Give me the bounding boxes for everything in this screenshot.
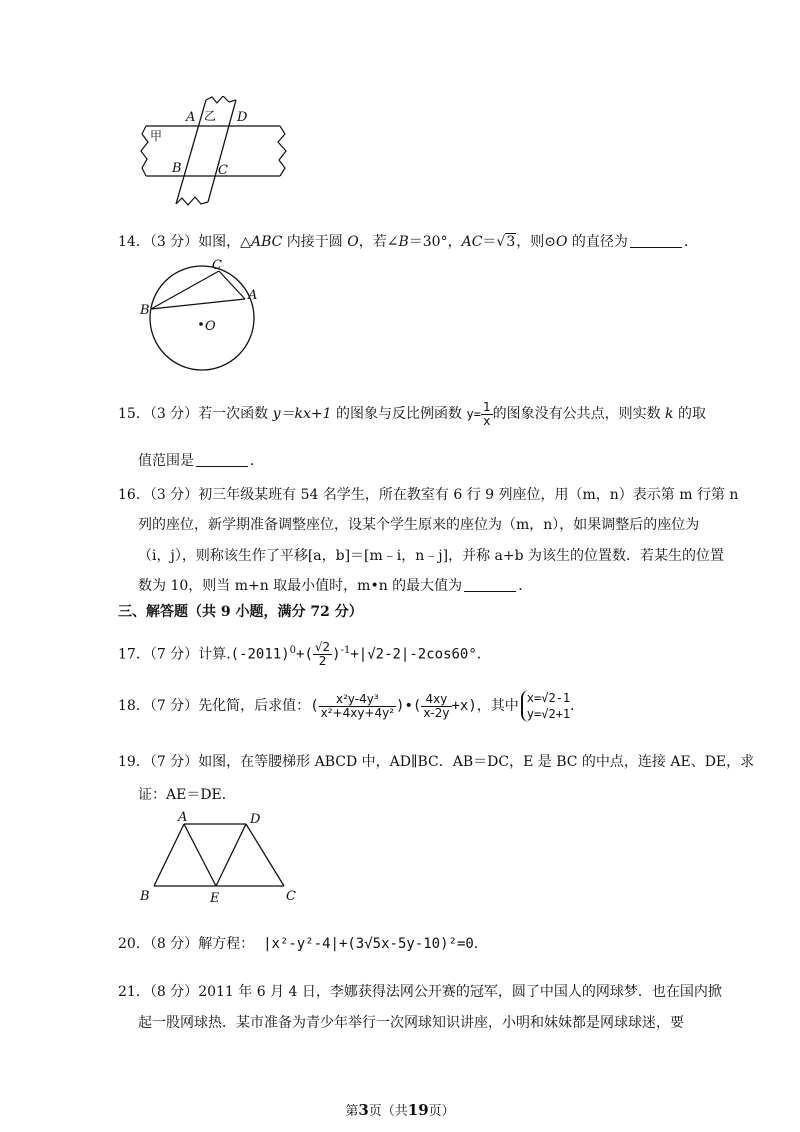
figure-13-strips <box>138 96 298 206</box>
question-16: 16．（3 分）初三年级某班有 54 名学生，所在教室有 6 行 9 列座位，用（m，n）表示第 m 行第 n <box>118 487 739 503</box>
question-20: 20．（8 分）解方程： |x²-y²-4|+(3√5x-5y-10)²=0． <box>118 936 488 952</box>
fig13-jia-label: 甲 <box>150 129 163 143</box>
page-footer: 第3页（共19页） <box>345 1101 455 1119</box>
question-18: 18．（7 分）先化简，后求值：( $\frac{\text{x²y-4y³}}{\text{x²+4xy+4y²}}$ )•( $\frac{4xy}{x-2y}$ +x)，其中 x=√2-1 y=√2+1 ． <box>118 691 585 721</box>
question-16-line4: 数为 10，则当 m+n 取最小值时，m•n 的最大值为 ． <box>138 578 533 594</box>
fig14-point-a: A <box>248 288 258 303</box>
page-total: 19 <box>407 1101 429 1119</box>
section-3-title: 三、解答题（共 9 小题，满分 72 分） <box>118 604 363 620</box>
question-15-line2: 值范围是 ． <box>138 453 264 469</box>
question-16-line3: （i，j），则称该生作了平移[a，b]＝[m﹣i，n﹣j]，并称 a+b 为该生的位置数．若某生的位置 <box>138 548 725 564</box>
fig19-point-d: D <box>250 812 261 827</box>
answer-blank-15 <box>196 452 248 467</box>
fig13-yi-label: 乙 <box>204 109 217 123</box>
fig19-point-a: A <box>178 810 188 825</box>
question-19-line2: 证：AE＝DE． <box>138 787 236 803</box>
question-15: 15．（3 分）若一次函数 y＝kx+1 的图象与反比例函数 y= $\frac{1}{x}$ 的图象没有公共点，则实数 k 的取 <box>118 399 706 428</box>
question-14: 14．（3 分）如图，△ABC 内接于圆 O，若∠B＝30°，AC＝√3，则⊙O 的直径为 ． <box>118 234 698 250</box>
question-19: 19．（7 分）如图，在等腰梯形 ABCD 中，AD∥BC．AB＝DC，E 是 BC 的中点，连接 AE、DE，求 <box>118 754 755 770</box>
fig19-point-e: E <box>210 891 220 906</box>
page-number: 3 <box>358 1101 369 1119</box>
fig19-point-c: C <box>286 889 296 904</box>
fig13-point-a: A <box>186 110 196 125</box>
question-17: 17．（7 分）计算$.(-2011)^0+$( $\frac{√2}{2}$ )$^{-1}$+|√2-2|-2cos60°． <box>118 640 491 669</box>
fig13-point-d: D <box>237 110 248 125</box>
figure-14-circle <box>136 258 266 372</box>
fig14-point-c: C <box>212 258 222 273</box>
fig19-point-b: B <box>140 889 150 904</box>
question-21-line2: 起一股网球热．某市准备为青少年举行一次网球知识讲座，小明和妹妹都是网球球迷，要 <box>138 1015 684 1031</box>
question-21: 21．（8 分）2011 年 6 月 4 日，李娜获得法网公开赛的冠军，圆了中国人的网球梦．也在国内掀 <box>118 984 722 1000</box>
answer-blank-16 <box>464 577 516 592</box>
fig14-point-b: B <box>140 303 150 318</box>
fig13-point-c: C <box>218 163 228 178</box>
figure-19-trapezoid <box>136 808 306 908</box>
question-16-line2: 列的座位，新学期准备调整座位，设某个学生原来的座位为（m，n），如果调整后的座位为 <box>138 517 700 533</box>
fig13-point-b: B <box>172 161 182 176</box>
fig14-center-o: O <box>205 319 216 334</box>
answer-blank-14 <box>630 233 682 248</box>
